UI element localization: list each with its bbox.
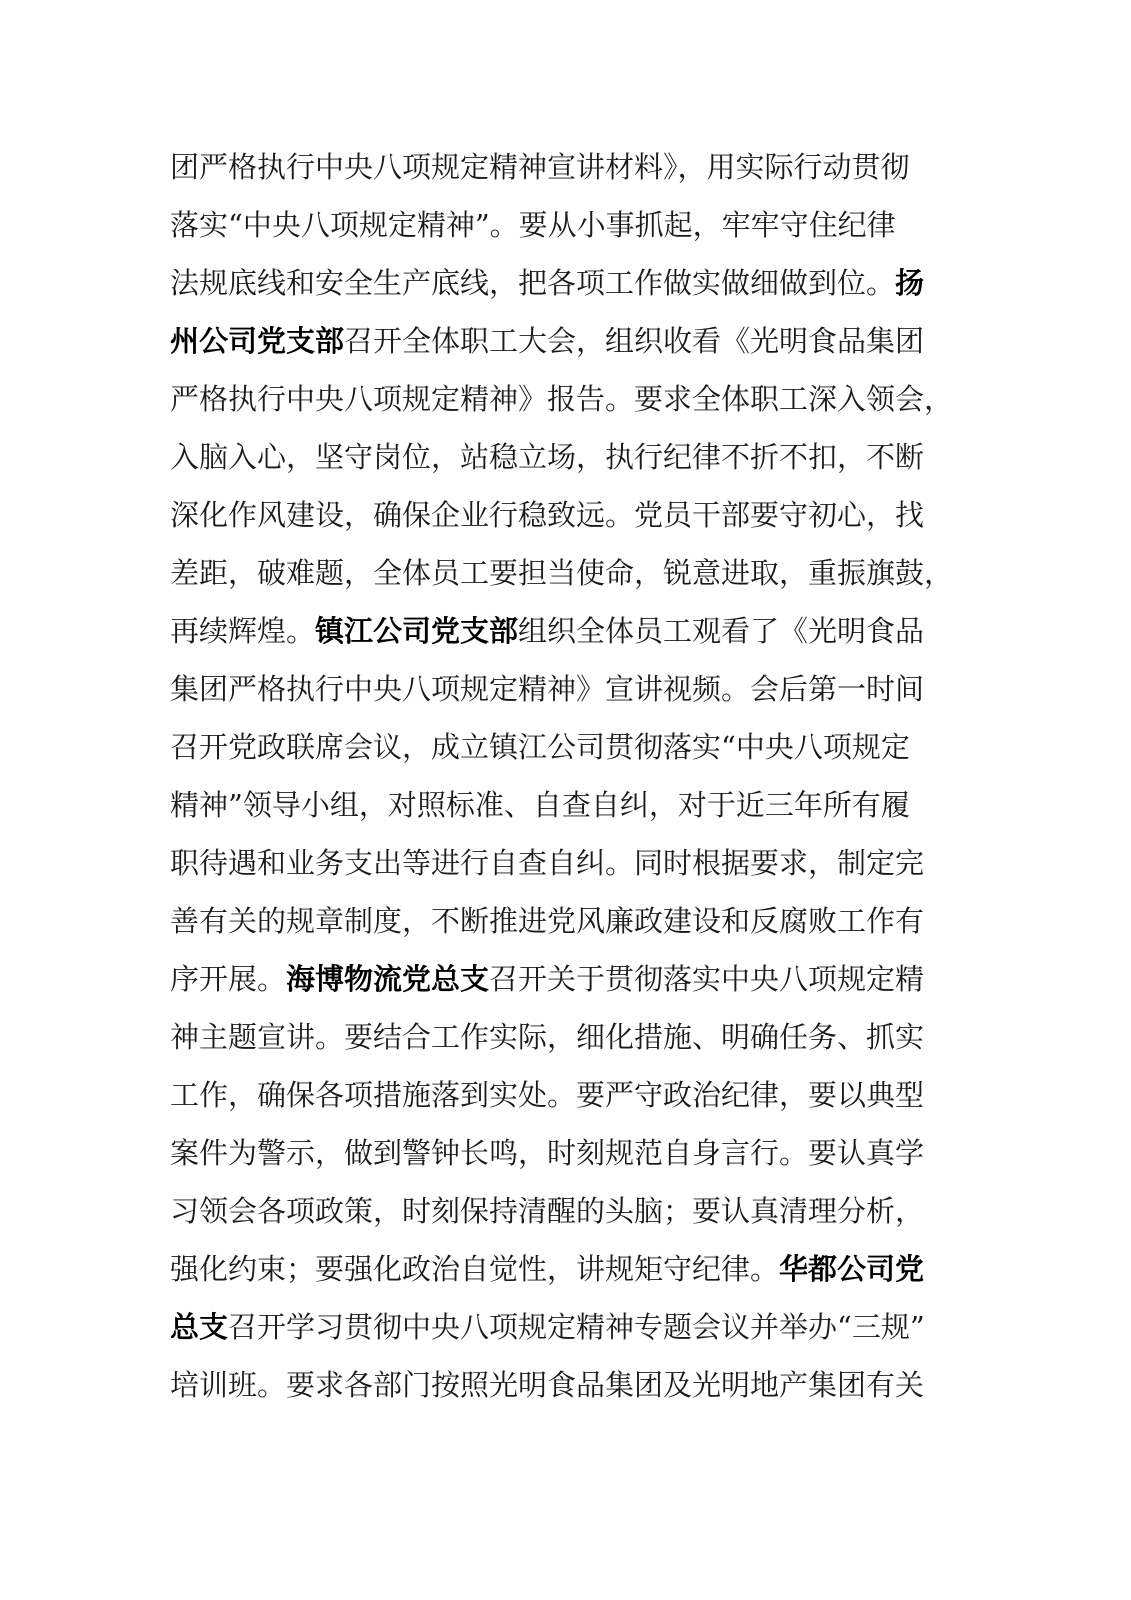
text-line [170,544,970,602]
text-line [170,370,970,428]
text-segment: 召开党政联席会议，成立镇江公司贯彻落实“中央八项规定 [170,730,910,764]
text-segment: 案件为警示，做到警钟长鸣，时刻规范自身言行。要认真学 [170,1136,925,1170]
text-line [170,602,970,660]
text-segment: 召开学习贯彻中央八项规定精神专题会议并举办“三规” [228,1310,925,1344]
text-line [170,1182,970,1240]
text-line [170,1066,970,1124]
text-line [170,312,970,370]
text-segment: 深化作风建设，确保企业行稳致远。党员干部要守初心，找 [170,498,925,532]
text-line [170,1008,970,1066]
text-line [170,1124,970,1182]
text-segment: 神主题宣讲。要结合工作实际，细化措施、明确任务、抓实 [170,1020,925,1054]
text-segment: 培训班。要求各部门按照光明食品集团及光明地产集团有关 [170,1368,925,1402]
organization-name: 镇江公司党支部 [315,614,519,648]
text-segment: 召开全体职工大会，组织收看《光明食品集团 [344,324,925,358]
text-line [170,196,970,254]
text-segment: 组织全体员工观看了《光明食品 [518,614,925,648]
body-text [170,138,970,1414]
text-segment: 差距，破难题，全体员工要担当使命，锐意进取，重振旗鼓， [170,556,954,590]
text-segment: 严格执行中央八项规定精神》报告。要求全体职工深入领会， [170,382,954,416]
text-line [170,138,970,196]
text-segment: 落实“中央八项规定精神”。要从小事抓起，牢牢守住纪律 [170,208,896,242]
text-line [170,950,970,1008]
text-segment: 工作，确保各项措施落到实处。要严守政治纪律，要以典型 [170,1078,925,1112]
text-segment: 序开展。 [170,962,287,996]
text-segment: 集团严格执行中央八项规定精神》宣讲视频。会后第一时间 [170,672,925,706]
text-segment: 召开关于贯彻落实中央八项规定精 [489,962,925,996]
text-segment: 职待遇和业务支出等进行自查自纠。同时根据要求，制定完 [170,846,925,880]
text-segment: 精神”领导小组，对照标准、自查自纠，对于近三年所有履 [170,788,910,822]
organization-name: 华都公司党 [779,1252,925,1286]
text-segment: 入脑入心，坚守岗位，站稳立场，执行纪律不折不扣，不断 [170,440,925,474]
text-segment: 再续辉煌。 [170,614,316,648]
organization-name: 海博物流党总支 [286,962,490,996]
text-line [170,718,970,776]
text-line [170,834,970,892]
text-segment: 法规底线和安全生产底线，把各项工作做实做细做到位。 [170,266,896,300]
text-line [170,1356,970,1414]
text-line [170,892,970,950]
organization-name: 扬 [895,266,925,300]
text-line [170,486,970,544]
organization-name: 州公司党支部 [170,324,345,358]
text-segment: 善有关的规章制度，不断推进党风廉政建设和反腐败工作有 [170,904,925,938]
text-segment: 强化约束；要强化政治自觉性，讲规矩守纪律。 [170,1252,780,1286]
text-line [170,1240,970,1298]
text-line [170,254,970,312]
text-segment: 团严格执行中央八项规定精神宣讲材料》，用实际行动贯彻 [170,150,910,184]
text-line [170,1298,970,1356]
text-line [170,776,970,834]
organization-name: 总支 [170,1310,229,1344]
text-line [170,660,970,718]
text-line [170,428,970,486]
text-segment: 习领会各项政策，时刻保持清醒的头脑；要认真清理分析， [170,1194,925,1228]
